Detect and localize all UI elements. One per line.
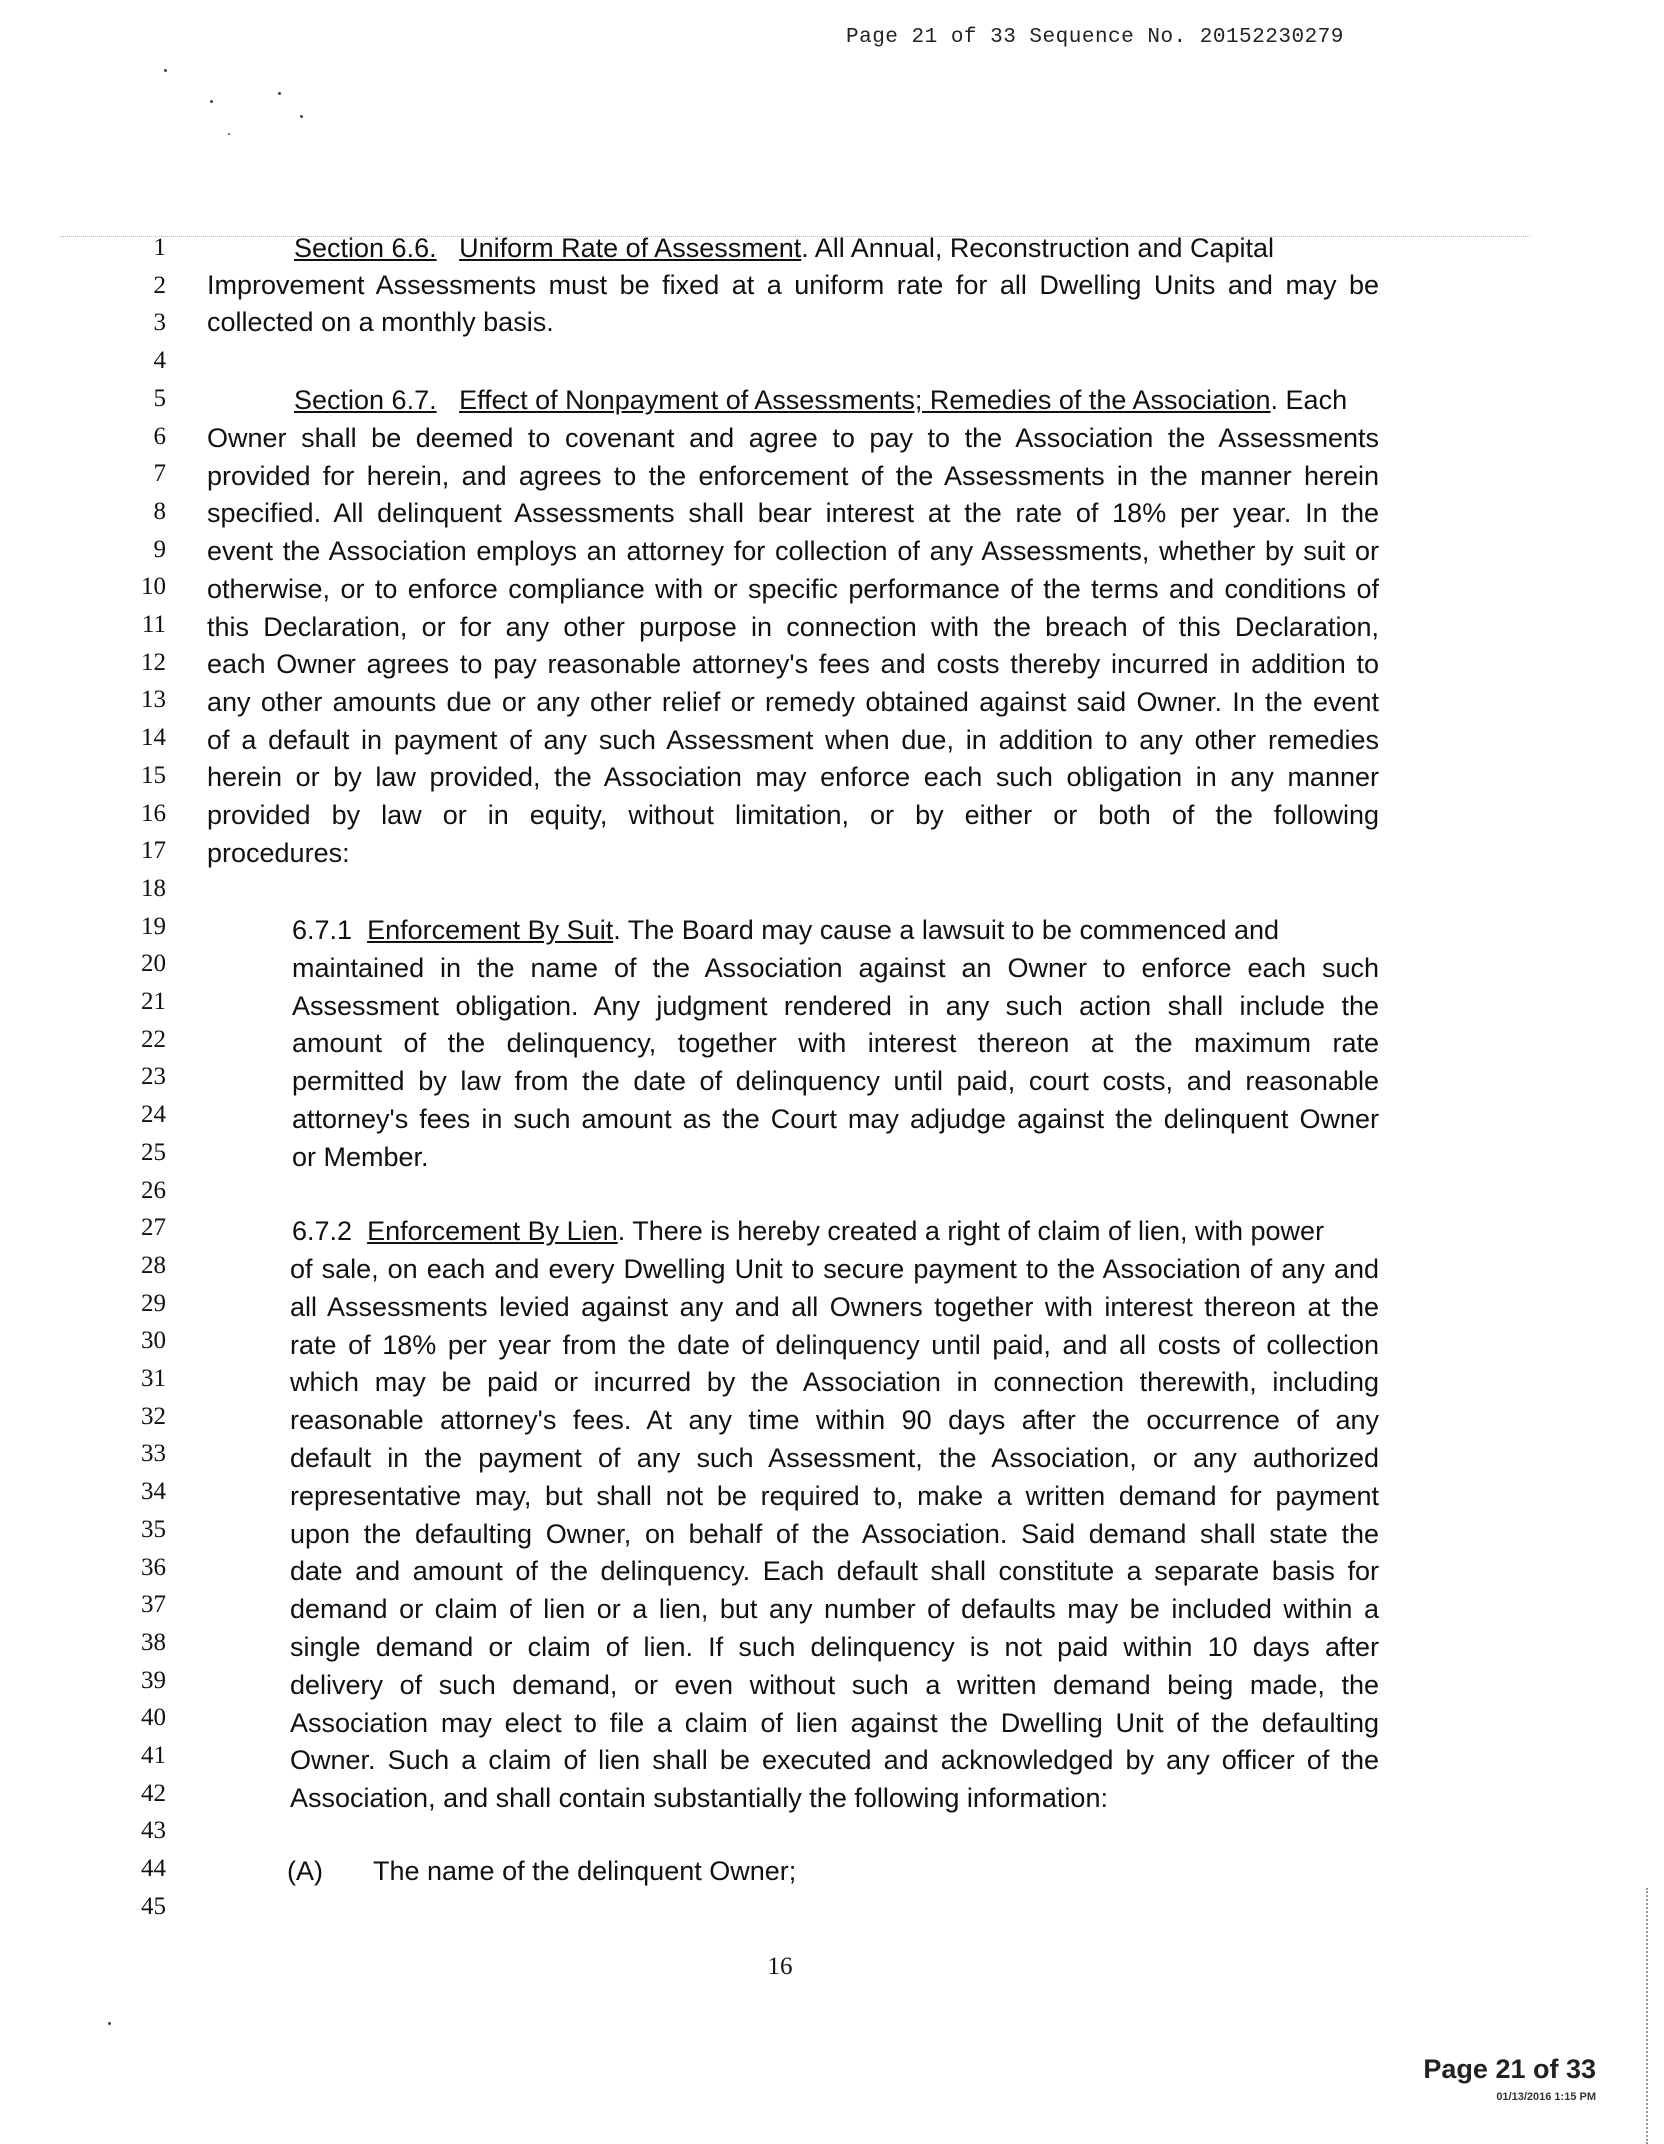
scan-edge (1646, 1888, 1648, 2144)
subsection-title: Enforcement By Lien (367, 1216, 618, 1246)
body-text-line: permitted by law from the date of delinquency until paid, court costs, and reasonable (292, 1066, 1379, 1097)
subsection-text: . The Board may cause a lawsuit to be commenced and (613, 915, 1280, 945)
body-text-line: upon the defaulting Owner, on behalf of the Association. Said demand shall state the (290, 1518, 1379, 1549)
body-text-line: Owner. Such a claim of lien shall be executed and acknowledged by any officer of the (290, 1745, 1379, 1776)
body-text-line: all Assessments levied against any and all Owners together with interest thereon at the (290, 1291, 1379, 1322)
sequence-stamp: Page 21 of 33 Sequence No. 20152230279 (846, 26, 1344, 49)
line-number: 7 (153, 460, 166, 488)
line-number: 16 (141, 799, 166, 827)
line-number: 19 (141, 912, 166, 940)
line-number: 42 (141, 1779, 166, 1807)
line-number: 33 (141, 1440, 166, 1468)
scan-speck (108, 2022, 111, 2025)
section-title: Uniform Rate of Assessment (459, 233, 802, 263)
body-text-line: Owner shall be deemed to covenant and agree to pay to the Association the Assessments (207, 423, 1379, 453)
body-text-line: demand or claim of lien or a lien, but any number of defaults may be included within a (290, 1594, 1379, 1625)
line-number: 41 (141, 1742, 166, 1769)
body-text-line: event the Association employs an attorney for collection of any Assessments, whether by suit or (207, 536, 1379, 567)
section-text: . All Annual, Reconstruction and Capital (801, 233, 1275, 263)
line-number: 36 (141, 1553, 166, 1581)
body-text-line: this Declaration, or for any other purpose in connection with the breach of this Declaration, (207, 611, 1379, 642)
body-text-line: amount of the delinquency, together with interest thereon at the maximum rate (292, 1028, 1379, 1059)
line-number: 11 (141, 611, 166, 638)
body-text-line: each Owner agrees to pay reasonable attorney's fees and costs thereby incurred in addition to (207, 649, 1379, 680)
body-text-line: of a default in payment of any such Assessment when due, in addition to any other remedies (207, 724, 1379, 755)
scan-speck (164, 69, 167, 72)
line-number: 32 (141, 1402, 166, 1430)
subsection-6-7-2-heading (292, 1216, 1324, 1247)
line-number: 18 (141, 874, 166, 902)
line-number: 24 (141, 1101, 166, 1129)
line-number: 2 (153, 271, 166, 299)
body-text-line: herein or by law provided, the Association may enforce each such obligation in any manner (207, 762, 1379, 793)
line-number: 15 (141, 761, 166, 789)
scan-speck (210, 100, 213, 103)
subsection-title: Enforcement By Suit (367, 915, 614, 945)
line-number: 13 (141, 686, 166, 714)
body-text-line: Association, and shall contain substantially the following information: (290, 1783, 1108, 1814)
body-text-line: default in the payment of any such Assessment, the Association, or any authorized (290, 1443, 1379, 1473)
line-number: 10 (141, 573, 166, 601)
section-label: Section 6.7. (294, 385, 437, 415)
subsection-number: 6.7.2 (292, 1216, 353, 1246)
section-6-6-text-line: Improvement Assessments must be fixed at a uniform rate for all Dwelling Units and may be (207, 270, 1379, 300)
line-number: 9 (153, 535, 166, 563)
subsection-number: 6.7.1 (292, 915, 353, 945)
line-number: 45 (141, 1892, 166, 1920)
line-number: 31 (141, 1365, 166, 1392)
subsection-text: . There is hereby created a right of claim of lien, with power (617, 1216, 1325, 1246)
section-label: Section 6.6. (294, 233, 437, 263)
line-number: 4 (153, 347, 166, 375)
body-text-line: or Member. (292, 1141, 429, 1172)
line-number: 6 (153, 422, 166, 450)
spacer (352, 915, 367, 945)
line-number: 40 (141, 1704, 166, 1732)
line-number: 43 (141, 1817, 166, 1845)
footer-datetime: 01/13/2016 1:15 PM (1496, 2091, 1596, 2103)
page-number: 16 (767, 1953, 793, 1980)
footer-page-count: Page 21 of 33 (1423, 2054, 1596, 2084)
line-number: 12 (141, 648, 166, 676)
line-number: 20 (141, 950, 166, 978)
body-text-line: of sale, on each and every Dwelling Unit to secure payment to the Association of any and (290, 1254, 1379, 1284)
body-text-line: representative may, but shall not be required to, make a written demand for payment (290, 1480, 1379, 1511)
section-6-7-heading (294, 385, 1347, 416)
line-number: 5 (153, 384, 166, 412)
line-number: 25 (141, 1138, 166, 1166)
scan-speck (278, 92, 281, 95)
body-text-line: delivery of such demand, or even without such a written demand being made, the (290, 1669, 1379, 1700)
body-text-line: procedures: (207, 837, 350, 868)
body-text-line: provided for herein, and agrees to the enforcement of the Assessments in the manner herein (207, 460, 1379, 491)
line-number: 23 (141, 1063, 166, 1091)
line-number: 27 (141, 1214, 166, 1242)
line-number: 39 (141, 1666, 166, 1694)
line-number: 30 (141, 1327, 166, 1355)
scan-speck (300, 115, 303, 118)
line-number: 37 (141, 1591, 166, 1619)
body-text-line: rate of 18% per year from the date of delinquency until paid, and all costs of collection (290, 1329, 1379, 1360)
body-text-line: otherwise, or to enforce compliance with or specific performance of the terms and conditions of (207, 573, 1379, 604)
spacer (437, 385, 460, 415)
line-number: 44 (141, 1855, 166, 1883)
body-text-line: specified. All delinquent Assessments shall bear interest at the rate of 18% per year. In the (207, 498, 1379, 529)
line-number: 22 (141, 1025, 166, 1053)
item-a-marker: (A) (287, 1856, 323, 1886)
body-text-line: maintained in the name of the Association against an Owner to enforce each such (292, 953, 1379, 983)
body-text-line: Association may elect to file a claim of lien against the Dwelling Unit of the defaulting (290, 1707, 1379, 1738)
line-number: 8 (153, 497, 166, 525)
spacer (437, 233, 460, 263)
line-number: 14 (141, 724, 166, 752)
line-number: 28 (141, 1251, 166, 1279)
body-text-line: which may be paid or incurred by the Association in connection therewith, including (290, 1367, 1379, 1398)
body-text-line: attorney's fees in such amount as the Court may adjudge against the delinquent Owner (292, 1103, 1379, 1134)
spacer (352, 1216, 367, 1246)
line-number: 3 (153, 309, 166, 337)
body-text-line: provided by law or in equity, without limitation, or by either or both of the following (207, 800, 1379, 830)
scan-speck (228, 133, 230, 135)
body-text-line: Assessment obligation. Any judgment rendered in any such action shall include the (292, 990, 1379, 1021)
section-text: . Each (1270, 385, 1348, 415)
body-text-line: any other amounts due or any other relief or remedy obtained against said Owner. In the event (207, 686, 1379, 717)
body-text-line: single demand or claim of lien. If such delinquency is not paid within 10 days after (290, 1632, 1379, 1662)
section-title: Effect of Nonpayment of Assessments; Remedies of the Association (459, 385, 1271, 415)
line-number: 26 (141, 1176, 166, 1204)
line-number: 29 (141, 1289, 166, 1317)
item-a-text: The name of the delinquent Owner; (373, 1856, 797, 1886)
line-number: 1 (153, 234, 166, 261)
line-number: 17 (141, 837, 166, 865)
line-number: 35 (141, 1515, 166, 1543)
section-6-6-text-line: collected on a monthly basis. (207, 307, 554, 337)
section-6-6-heading (294, 233, 1274, 264)
line-number: 34 (141, 1478, 166, 1506)
line-number: 21 (141, 988, 166, 1015)
body-text-line: reasonable attorney's fees. At any time within 90 days after the occurrence of any (290, 1405, 1379, 1436)
line-number: 38 (141, 1628, 166, 1656)
body-text-line: date and amount of the delinquency. Each default shall constitute a separate basis for (290, 1556, 1379, 1587)
subsection-6-7-1-heading (292, 915, 1279, 946)
